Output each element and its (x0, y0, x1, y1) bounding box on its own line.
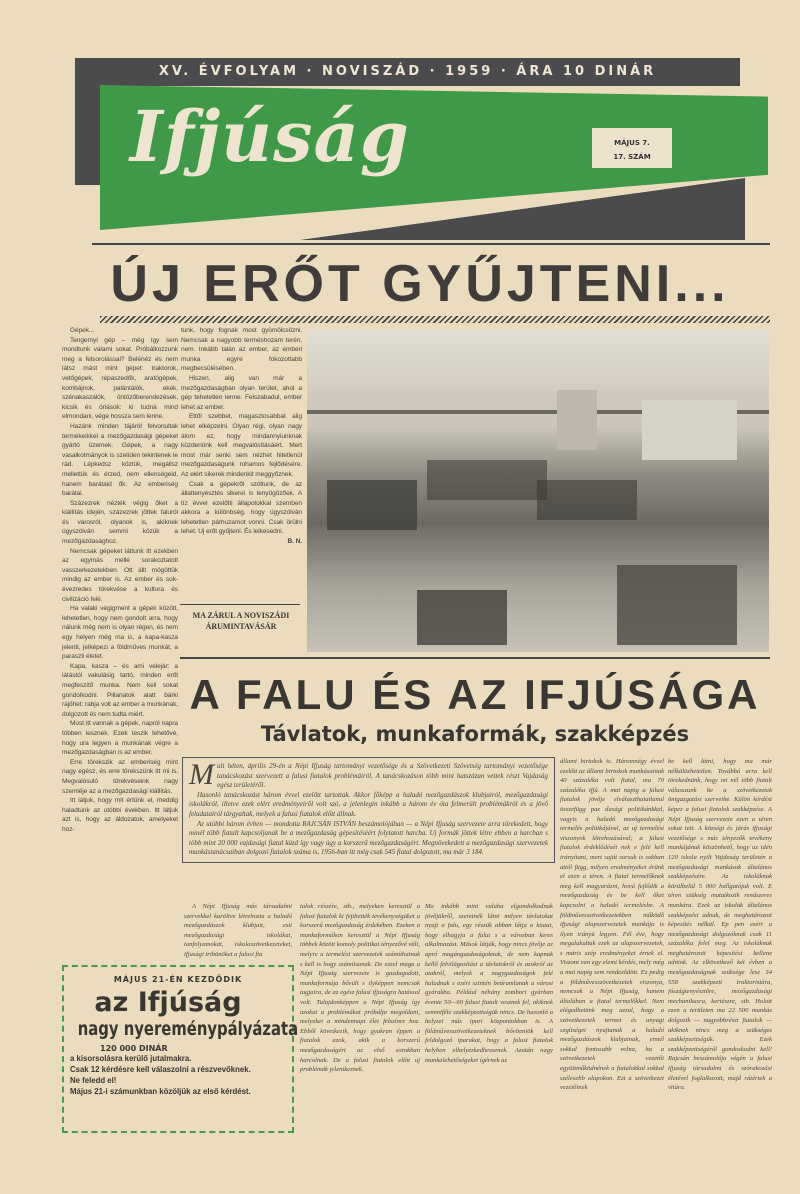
paragraph: Gépek... (70, 327, 95, 334)
paragraph: Az utóbbi három évben — mondotta RAJCSÁN ISTVÁN beszámolójában — a Népi Ifjuság szervezete arra törekedett, hogy minél több fiatalt kapcsoljanak be a mezőgazdaság gépesítéséért folytatott harcba. Uj formák jöttek létre ebben a harcban s több mint 20 000 vajdasági fiatal küzd így vagy úgy a korszerű mezőgazdaságért. Megnövekedett a mezőgazdasági szervezetek munkástanácsaiban dolgozó fiatalok száma is, 1956-ban itt még csak 545 fiatal dolgozott, ma már 3 184. (189, 819, 548, 857)
article-subtitle: Távlatok, munkaformák, szakképzés (260, 722, 690, 746)
paragraph: tunk, hogy fognak most gyümölcsözni. Nemcsak a nagyobb terméshozam terén, nem. Inkább talán az ember, az emberi munka egyre fokozottabb megbecsülésében. (181, 327, 302, 373)
ad-text: Május 21-i számunkban közöljük az első kérdést. (70, 1087, 251, 1096)
divider (180, 604, 300, 605)
paragraph: állami birtokok is. Háromnégy évvel ezelőtt az állami birtokok munkásainak 40 százaléka volt fiatal, ma 70 százaléka ifjú. A mai napig a falusi fiatalok jövője elválaszthatatlanul összefügg paz dasági politikánkkal, vagyis a haladó mezőgazdasági termelés politikájával, az uj termelési viszonyok létrehozásával; a falusi fiatalok érdeklődését nek e felé kell irányítani, mert saját sorsuk is sokban attól függ, milyen eredményeket érünk el ezen a téren. A fiatal termelőknek meg kell magyarázni, hová fejlődik a mezőgazdaság és be kell őket kapcsolni a haladó termelésbe. A földművesszövetkezetekben működő ifjusági alapszervezetek munkája is ilyen irányú legyen. Fél éve, hogy megalakultak ezek az alapszervezetek, s máris szép eredményeket érnek el. Viszont van egy elemi kérdés, mely még a mai napig sem rendeződött. Ez pedig a földművesszövetkezetek viszonya, nemcsak a Népi Ifjuság, hanem általában a fiatal termelőkkel. Nem elégedhetünk meg azzal, hogy a szövetkezetek termet és anyagi segítséget nyujtanak a haladó mezőgazdászok klubjainak, ennél sokkal fontosabb volna, ha a szövetkezetek vezetői együttműködnének a fiatalokkal sokkal szélesebb alapokon. Ezt a szövetkezet vezetőinek (560, 758, 664, 1092)
article-column (668, 757, 772, 1162)
paragraph: talok részére, stb., melyeken keresztül a falusi fiatalok ki fejthették tevékenységüket a korszerű mezőgazdaság érdekében. Ezeken a munkaformákon keresztül a Népi Ifjuság többek között komoly politikai tényezővé vált, melyre a termelési szervezetek számíthatnak s kell is hogy számítsanak. De ezzel maga a Népi Ifjuság szervezete is gazdagodott, munkaformája bővült s ilyképpen nemcsak tagjaira, de az egész falusi ifjuságra hatással volt. Tulajdonképpen a Népi Ifjuság így azokat a problémákat próbálja megoldani, melyeket a mindennapi élet felszínre hoz. Ebből következik, hogy gyakran éppen a fiatalok azok, akik a korszerű mezőgazdaságért az első sorokban harcolnak. De a falusi fiatalok előtt uj problémák jelentkeznek. (300, 903, 420, 1074)
ad-title: az Ifjúság (94, 987, 242, 1018)
hatched-divider (100, 316, 770, 323)
ad-text: Ne feledd el! (70, 1076, 117, 1085)
article-column (425, 902, 553, 1152)
paragraph: Ettől szebbet, magasztosabbat alig lehet elképzelni. Olyan régi, olyan nagy álom ez, hogy mindannyiunknak küzdenünk kell megvalósításáért. Mert most már senki sem nézhet hitetlenül mezőgazdaságunk rohamos fejlődésére. Az elért sikerek mindenkit meggyőznek. (181, 413, 302, 478)
article-intro-box (182, 757, 555, 863)
article-column (300, 902, 420, 1152)
paragraph: Ha valaki végigment a gépek között, lehetetlen, hogy nem gondolt arra, hogy nálunk még nem is olyan régen, és nem egy helyen még ma is, a kapa-kasza jelenti, jelképezi a földműves munkát, a paraszti életet. (62, 605, 178, 661)
article-headline: A FALU ÉS AZ IFJÚSÁGA (189, 671, 761, 718)
contest-advertisement (62, 965, 299, 1133)
article-column (184, 902, 292, 960)
ad-prize: 120 000 DINÁR (100, 1044, 168, 1053)
paragraph: Hazánk minden tájáról felvonultak termékeikkel a mezőgazdasági gépeket gyártó üzemek. Gépek, a nagy vasalkotmányok is szelíden tekintenek le rád. Lépkedsz köztük, megállsz mellettük és érzed, nem ellenségeid, hanem barátaid ők. Az emberiség barátai. (62, 422, 178, 498)
masthead-decoration (75, 85, 103, 185)
paragraph: Százezrek nézték végig őket a kiállítás idején, százezrek jöttek faluról és városról, olyanok is, akiknek úgyszólván semmi közük a mezőgazdasághoz. (62, 499, 178, 546)
paragraph: Hasonló tanácskozást három évvel ezelőtt tartottak. Akkor főképp a haladó mezőgazdászok klubjairól, mezőgazdasági iskolákról, illetve ezek elért eredményeiről volt szó, a jelenlegin inkább a három év óta felmerült problémákról és a jövő feladatairól tárgyaltak, melyek a falusi fiatalok előtt állnak. (189, 790, 548, 818)
issue-number: 17. SZÁM (613, 153, 651, 161)
ad-start-date: MÁJUS 21-ÉN KEZDŐDIK (113, 975, 243, 984)
paragraph: Kapa, kasza – és ami velejár: a látástól vakulásig tartó, minden erőt megfeszítő munka. Nem kell sokat gondolkodni. Pillanatok alatt bárki rájöhet: rabja volt az ember a munkának, dolgozott és nem tudta miért. (62, 662, 178, 718)
divider (180, 657, 770, 659)
exhibition-photo (307, 330, 769, 652)
article-headline: ÚJ ERŐT GYŰJTENI... (110, 255, 730, 313)
paragraph: A Népi Ifjuság más társadalmi szervekkel karöltve létrehozta a haladó mezőgazdászok klubjait, esti mezőgazdasági iskolákat, tanfolyamokat, iskolaszövetkezeteket, ifjusági tribünöket a falusi fia (184, 903, 292, 958)
article-column (62, 326, 178, 834)
paragraph: Ma inkább mint valaha elgondolkodnak jövőjükről, szeretnék látni milyen távlatokat nyujt a falu, egy részük abban látja a kiutat, hogy elhagyja a falut s a városban keres alkalmazást. Mások látják, hogy nincs jövője az apró magángazdaságoknak, de nem kapnak kellő felvilágosítást a távlatokról és azokról az utakról, melyek a nagygazdaságok felé haladnak s ezért szintén beáramlanak a városi gyárakba. Például néhány zombori gyárban évente 50—60 falusi fiatalt vesznek fel, akiknek semmiféle szakképzettségük nincs. De hasonló a helyzet más ipari központokban is. A földművesszövetkezeteknek bővíteniök kell feldolgozó iparukat, hogy a falusi fiatalok helyben elhelyezkedhessenek. Azután nagy munkalehetőségeket ígérnek az (425, 903, 553, 1064)
newspaper-logo: Ifjúság (130, 95, 410, 178)
fair-notice: MA ZÁRUL A NOVISZÁDI ÁRUMINTAVÁSÁR (192, 611, 290, 631)
paragraph: Itt látjuk, hogy mit értünk el, meddig haladtunk az utóbbi években. Itt látjuk azt is, hogy az áldozatok, amelyeket hoz- (62, 797, 178, 833)
divider (92, 243, 770, 245)
ad-text: Csak 12 kérdésre kell válaszolni a részvevőknek. (70, 1065, 251, 1074)
drop-cap: M (189, 758, 214, 791)
ad-subtitle: nagy nyereménypályázata (77, 1018, 299, 1040)
paragraph: ult héten, április 29-én a Népi Ifjuság tartományi vezetősége és a Szövetkezeti Szövetség tartományi vezetősége tanácskozást szervezett a falusi fiatalok problémáiról. A tanácskozáson több mint hatszázan vettek részt Vajdaság egész területéről. (217, 762, 548, 790)
paragraph: Most itt vannak a gépek, napról napra többen lesznek. Ezek teszik lehetővé, hogy ura legyen a munkának végre a mezőgazdaságban is az ember. (62, 720, 178, 757)
paragraph: be kell látni, hogy ma már nélkülözhetetlen. Továbbá arra kell törekednünk, hogy mi nél több fiatalt válasszunk be a szövetkezetek önigazgatási szerveibe. Külön kérdést képez a falusi fiatalok szakképzése. A Népi Ifjuság szervezete ezen a téren sokat tett. A községi és járás ifjusági vezetősége s más tényezők tevékeny munkájának köszönhető, hogy az idén 120 iskola nyilt Vajdaság területén a mezőgazdasági munkások általános szakképzésére. Az iskoláknak körülbelül 5 000 hallgatójuk volt. E téren szükség mutatkozik rendszeres munkára. Ezek az iskolák általános szakképzést adnak, de meghatározott képesítés nélkül. Ep pen ezért a mezőgazdasági dolgozóknak csak 11 százaléka felel meg. Az iskoláknak meghatározott képesítést kellene adniok. Az elkövetkező két évben a mezőgazdaságnak szüksége lesz 34 558 szakképzett traktoristára, jószágtenyésztőre, mezőgazdasági mechanikusra, kertészre, stb. Holott ezen a területen ma 22 500 munkás dolgozik — nagyobbrészt fiatalok — akiknek nincs meg a szükséges szakképzettségük. Ezek szakképzettségéről gondoskodni kell! Rajcsán beszámolója végén a falusi ifjuság társadalmi és szórakozási életével foglalkozott, majd rátértek a vitára. (668, 758, 772, 1092)
article-column (181, 326, 302, 547)
paragraph: Tengernyi gép – még így sem mondtunk valami sokat. Próbálkozzunk meg a felsorolással? Belénéz és nem látsz mást mint gépet: traktorok, vetőgépek, répaszedők, aratógépek, kombájnok, palántálók, ekék, szénakaszálók, öntözőberendezések, kicsik és óriások: ki tudná mind elmondani, vége hossza sem lenne. (62, 336, 178, 421)
article-column (560, 757, 664, 1162)
ad-text: a kisorsolásra kerülő jutalmakra. (70, 1054, 192, 1063)
paragraph: Erre törekszik az emberiség mint nagy egész, és erre törekszünk itt mi is. Megvalósuló törekvéseink nagy szemléje az a mezőgazdasági kiállítás. (62, 758, 178, 795)
paragraph: Hiszen, alig van már a mezőgazdaságban olyan terület, ahol a gép tehetetlen lenne. Felszabadul, ember lehet az ember. (181, 374, 302, 411)
paragraph: Nemcsak gépeket láttunk itt ezekben az egymás mellé sorakoztatott vasszerkezetekben. Ott állt mögöttük mindig az ember is. Az ember és sok-évezredes törekvése a kultura és civilizáció felé. (62, 547, 178, 603)
paragraph: Csak a gépekről szóltunk, de az állattenyésztés sikerei is lenyűgözőek. A tíz évvel ezelőtti állapotokkal szemben akkora a különbség, hogy úgyszólván lehetetlen párhuzamot vonni. Csak örülni lehet. Uj erőt gyűjteni. És lelkesedni. (181, 480, 302, 536)
author-signature: B. N. (287, 538, 302, 546)
issue-date-box (592, 128, 672, 168)
masthead-topline: XV. ÉVFOLYAM · NOVISZÁD · 1959 · ÁRA 10 DINÁR (75, 58, 740, 86)
issue-date: MÁJUS 7. (614, 139, 650, 147)
